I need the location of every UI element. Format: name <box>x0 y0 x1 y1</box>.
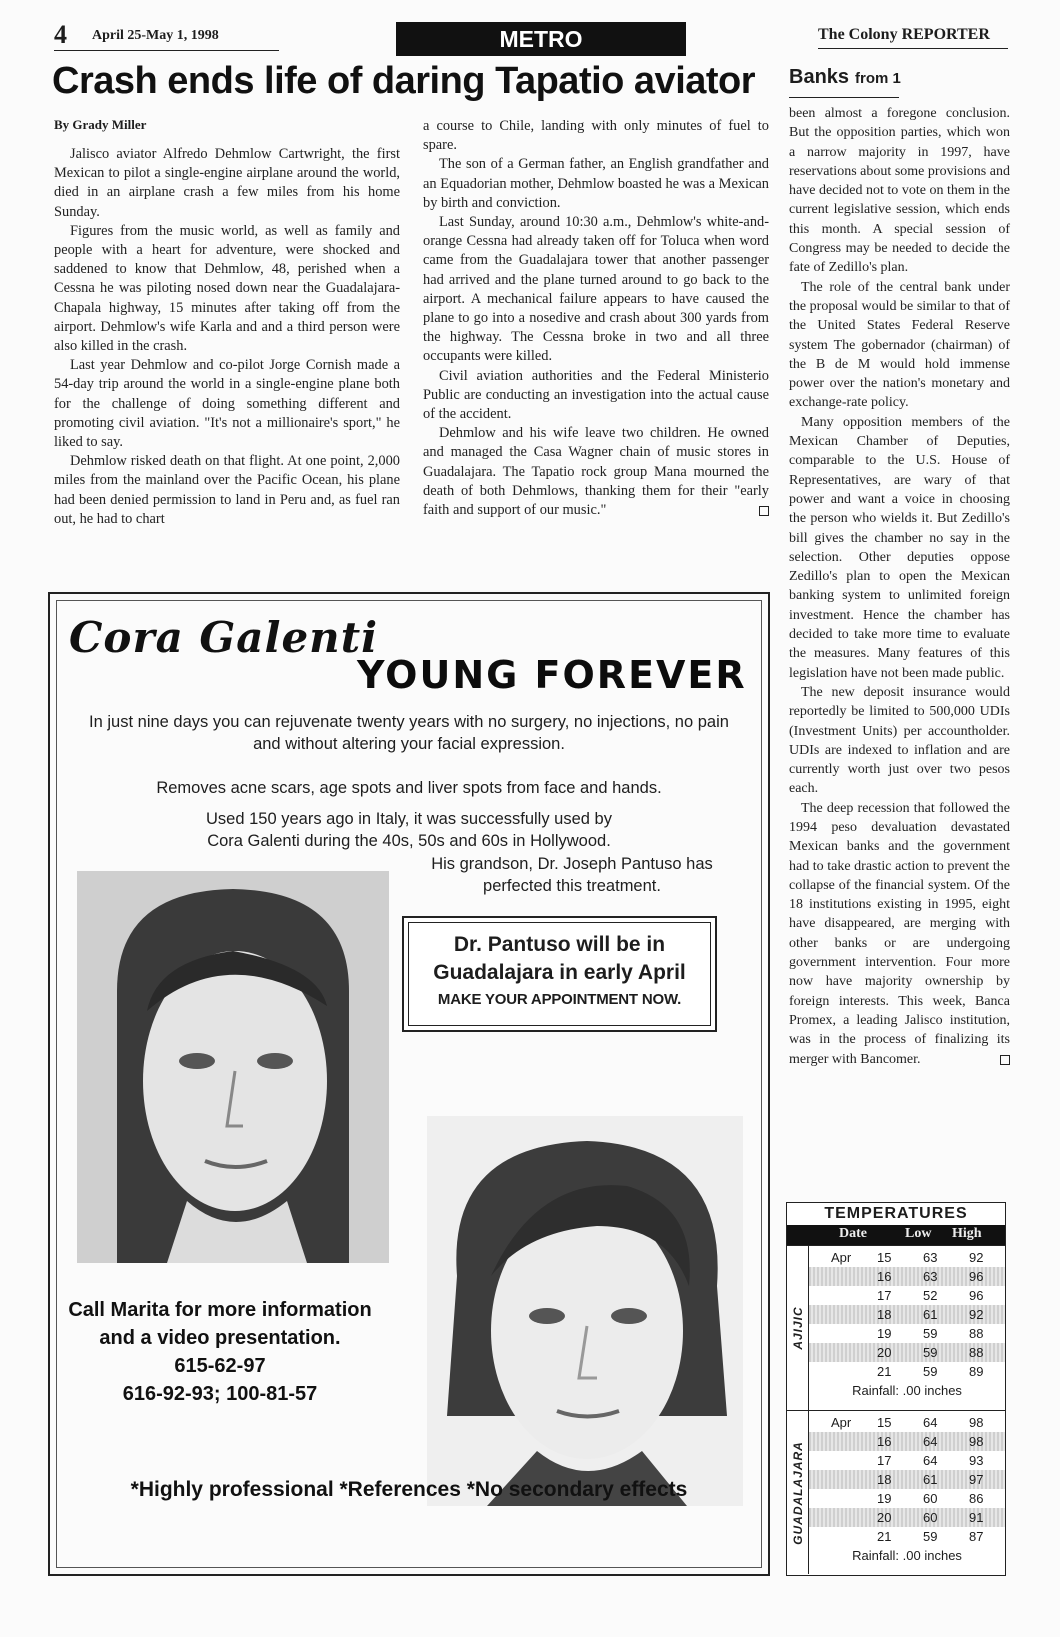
row-day: 20 <box>877 1510 892 1525</box>
story-paragraph <box>423 424 769 520</box>
row-low: 61 <box>923 1307 938 1322</box>
row-day: 21 <box>877 1529 892 1544</box>
row-high: 89 <box>969 1364 984 1379</box>
row-month: Apr <box>831 1415 852 1430</box>
row-high: 97 <box>969 1472 984 1487</box>
page-number: 4 <box>54 20 67 49</box>
header-rule-right <box>818 48 1008 49</box>
portrait-icon <box>77 871 389 1263</box>
ad-footer: *Highly professional *References *No secondary effects <box>130 1478 688 1501</box>
row-day: 18 <box>877 1307 892 1322</box>
table-row <box>809 1305 1005 1324</box>
city-name: GUADALAJARA <box>790 1440 805 1545</box>
table-row <box>809 1286 1005 1305</box>
banks-paragraph: The new deposit insurance would reportedly be limited to 500,000 UDIs (Investment Units) per accountholder. UDIs are indexed to inflation and are currently worth just over two pesos each. <box>789 684 1010 797</box>
table-row <box>809 1489 1005 1508</box>
story-paragraph: Dehmlow risked death on that flight. At one point, 2,000 miles from the mainland over the Pacific Ocean, his plane had been denied permission to land in Peru and, as fuel ran out, he had to chart <box>54 453 400 527</box>
contact-text: Call Marita for more information and a video presentation. <box>68 1299 372 1349</box>
row-high: 92 <box>969 1307 984 1322</box>
table-row <box>809 1324 1005 1343</box>
row-low: 64 <box>923 1453 938 1468</box>
row-high: 96 <box>969 1288 984 1303</box>
banks-title: Banks <box>789 66 850 88</box>
contact-phone: 615-62-97 <box>174 1355 266 1377</box>
banks-lead: been almost a foregone conclusion. But the opposition parties, which won a narrow majority in 1997, have reservations about some provisions and have decided not to vote on them in the current legislative session, which ends this month. A special session of Congress may be needed to decide the fate of Zedillo's plan. <box>789 106 1010 276</box>
row-low: 52 <box>923 1288 938 1303</box>
row-low: 60 <box>923 1510 938 1525</box>
header-date: Date <box>839 1226 867 1241</box>
ad-brand-logo: Cora Galenti <box>69 613 379 662</box>
header-high: High <box>952 1226 982 1241</box>
end-mark-icon <box>759 506 769 516</box>
city-group-guadalajara <box>787 1410 1005 1574</box>
row-day: 18 <box>877 1472 892 1487</box>
temperatures-table <box>786 1202 1006 1576</box>
banks-paragraph: The role of the central bank under the proposal would be similar to that of the United States Federal Reserve system The gobernador (chairman) of the B de M would hold immense power over the nation's monetary and exchange-rate policy. <box>789 279 1010 411</box>
row-day: 17 <box>877 1288 892 1303</box>
before-photo <box>77 871 389 1263</box>
row-month: Apr <box>831 1250 852 1265</box>
banks-from-label: from 1 <box>855 70 901 87</box>
header-low: Low <box>905 1226 932 1241</box>
row-high: 88 <box>969 1326 984 1341</box>
row-high: 87 <box>969 1529 984 1544</box>
row-low: 59 <box>923 1364 938 1379</box>
rainfall: Rainfall: .00 inches <box>852 1383 962 1398</box>
table-row <box>809 1413 1005 1432</box>
promo-box <box>402 916 717 1032</box>
story-paragraph: Jalisco aviator Alfredo Dehmlow Cartwright, the first Mexican to pilot a single-engine airplane around the world, died in an airplane crash a few miles from his home Sunday. <box>54 146 400 220</box>
header-rule-left <box>54 50 279 51</box>
advertisement <box>48 592 770 1576</box>
table-row <box>809 1470 1005 1489</box>
row-high: 96 <box>969 1269 984 1284</box>
ad-copy-4: His grandson, Dr. Joseph Pantuso has perfected this treatment. <box>431 855 713 895</box>
portrait-icon <box>427 1116 743 1506</box>
row-low: 60 <box>923 1491 938 1506</box>
story-headline: Crash ends life of daring Tapatio aviator <box>52 60 756 102</box>
ad-inner-frame <box>56 600 762 1568</box>
story-paragraph: Last Sunday, around 10:30 a.m., Dehmlow's white-and-orange Cessna had already taken off for Toluca when word came from the Guadalajara tower that another passenger had arrived and the plane turned around to go back to the airport. A mechanical failure appears to have caused the plane to go into a nosedive and crash about 300 yards from the highway. The Cessna broke in two and all three occupants were killed. <box>423 214 769 365</box>
city-label <box>787 1246 809 1410</box>
row-low: 64 <box>923 1415 938 1430</box>
story-continuation: a course to Chile, landing with only minutes of fuel to spare. <box>423 118 769 154</box>
story-paragraph: Last year Dehmlow and co-pilot Jorge Cornish made a 54-day trip around the world in a single-engine plane both for the challenge of doing something different and promoting civil aviation. "It's not a millionaire's sport," he liked to say. <box>54 357 400 451</box>
rainfall: Rainfall: .00 inches <box>852 1548 962 1563</box>
promo-headline: Dr. Pantuso will be in Guadalajara in early April <box>433 933 686 984</box>
story-paragraph: The son of a German father, an English grandfather and an Equadorian mother, Dehmlow boasted he was a Mexican by birth and conviction. <box>423 156 769 211</box>
row-low: 61 <box>923 1472 938 1487</box>
row-low: 59 <box>923 1345 938 1360</box>
temperatures-title: TEMPERATURES <box>824 1205 968 1222</box>
row-low: 64 <box>923 1434 938 1449</box>
story-byline: By Grady Miller <box>54 117 147 132</box>
city-label <box>787 1411 809 1574</box>
story-paragraph-text: Dehmlow and his wife leave two children. He owned and managed the Casa Wagner chain of music stores in Guadalajara. The Tapatio rock group Mana mourned the death of both Dehmlows, thanking them for their "early faith and support of our music." <box>423 425 769 519</box>
row-day: 21 <box>877 1364 892 1379</box>
row-day: 19 <box>877 1491 892 1506</box>
banks-paragraph <box>789 799 1010 1069</box>
row-high: 88 <box>969 1345 984 1360</box>
table-row <box>809 1432 1005 1451</box>
banks-rule <box>789 97 899 98</box>
banks-jump-head <box>789 66 901 89</box>
row-day: 20 <box>877 1345 892 1360</box>
city-name: AJIJIC <box>790 1306 805 1350</box>
contact-block <box>65 1296 375 1408</box>
after-photo <box>427 1116 743 1506</box>
row-high: 98 <box>969 1434 984 1449</box>
table-row <box>809 1451 1005 1470</box>
city-group-ajijic <box>787 1245 1005 1410</box>
row-day: 16 <box>877 1269 892 1284</box>
banks-column <box>789 104 1010 1069</box>
story-paragraph: Civil aviation authorities and the Federal Ministerio Public are conducting an investigation into the actual cause of the accident. <box>423 367 769 423</box>
contact-phone: 616-92-93; 100-81-57 <box>122 1383 318 1405</box>
story-paragraph: Figures from the music world, as well as family and people with a heart for adventure, were shocked and saddened to know that Dehmlow, 48, perished when a Cessna he was piloting nosed down near the Guadalajara-Chapala highway, 15 minutes after taking off from the airport. Dehmlow's wife Karla and and a third person were also killed in the crash. <box>54 222 400 355</box>
ad-tagline: YOUNG FOREVER <box>357 653 747 697</box>
table-row <box>809 1267 1005 1286</box>
row-high: 92 <box>969 1250 984 1265</box>
row-low: 63 <box>923 1269 938 1284</box>
row-day: 19 <box>877 1326 892 1341</box>
ad-copy-2: Removes acne scars, age spots and liver spots from face and hands. <box>156 779 662 797</box>
row-day: 15 <box>877 1415 892 1430</box>
story-column-1 <box>54 145 400 529</box>
end-mark-icon <box>1000 1055 1010 1065</box>
row-day: 16 <box>877 1434 892 1449</box>
banks-paragraph-text: The deep recession that followed the 1994 peso devaluation devastated Mexican banks and the government had to take drastic action to prevent the collapse of the financial system. Of the 18 institutions existing in 1995, eight have disappeared, are merging with other banks or are undergoing government intervention. Four more now have majority ownership by foreign interests. This week, Banca Promex, a leading Jalisco institution, was in the process of finalizing its merger with Bancomer. <box>789 800 1010 1067</box>
table-row <box>809 1343 1005 1362</box>
row-low: 59 <box>923 1529 938 1544</box>
row-high: 98 <box>969 1415 984 1430</box>
row-low: 63 <box>923 1250 938 1265</box>
promo-inner <box>408 922 711 1026</box>
table-row <box>809 1508 1005 1527</box>
row-day: 17 <box>877 1453 892 1468</box>
row-high: 91 <box>969 1510 984 1525</box>
paper-name: The Colony REPORTER <box>818 26 990 43</box>
table-row <box>809 1248 1005 1267</box>
section-banner: METRO <box>396 22 686 56</box>
row-high: 86 <box>969 1491 984 1506</box>
banks-paragraph: Many opposition members of the Mexican Chamber of Deputies, comparable to the U.S. House of Representatives, are wary of that power and want a voice in choosing the person who wields it. But Zedillo's bill gives the chamber no say in the selection. Other deputies oppose Zedillo's plan to open the Mexican banking system to unlimited foreign investment. Hence the chamber has decided to take more time to evaluate the measures. Many features of this legislation have not been made public. <box>789 414 1010 681</box>
story-column-2 <box>423 117 769 520</box>
row-high: 93 <box>969 1453 984 1468</box>
table-row <box>809 1362 1005 1381</box>
table-row <box>809 1527 1005 1546</box>
promo-cta: MAKE YOUR APPOINTMENT NOW. <box>437 991 682 1008</box>
ad-copy-3: Used 150 years ago in Italy, it was successfully used by Cora Galenti during the 40s, 50s and 60s in Hollywood. <box>206 810 612 850</box>
row-day: 15 <box>877 1250 892 1265</box>
temperatures-header-row <box>787 1225 1005 1245</box>
row-low: 59 <box>923 1326 938 1341</box>
issue-date: April 25-May 1, 1998 <box>92 28 219 43</box>
ad-copy-1: In just nine days you can rejuvenate twenty years with no surgery, no injections, no pain and without altering your facial expression. <box>89 713 729 753</box>
